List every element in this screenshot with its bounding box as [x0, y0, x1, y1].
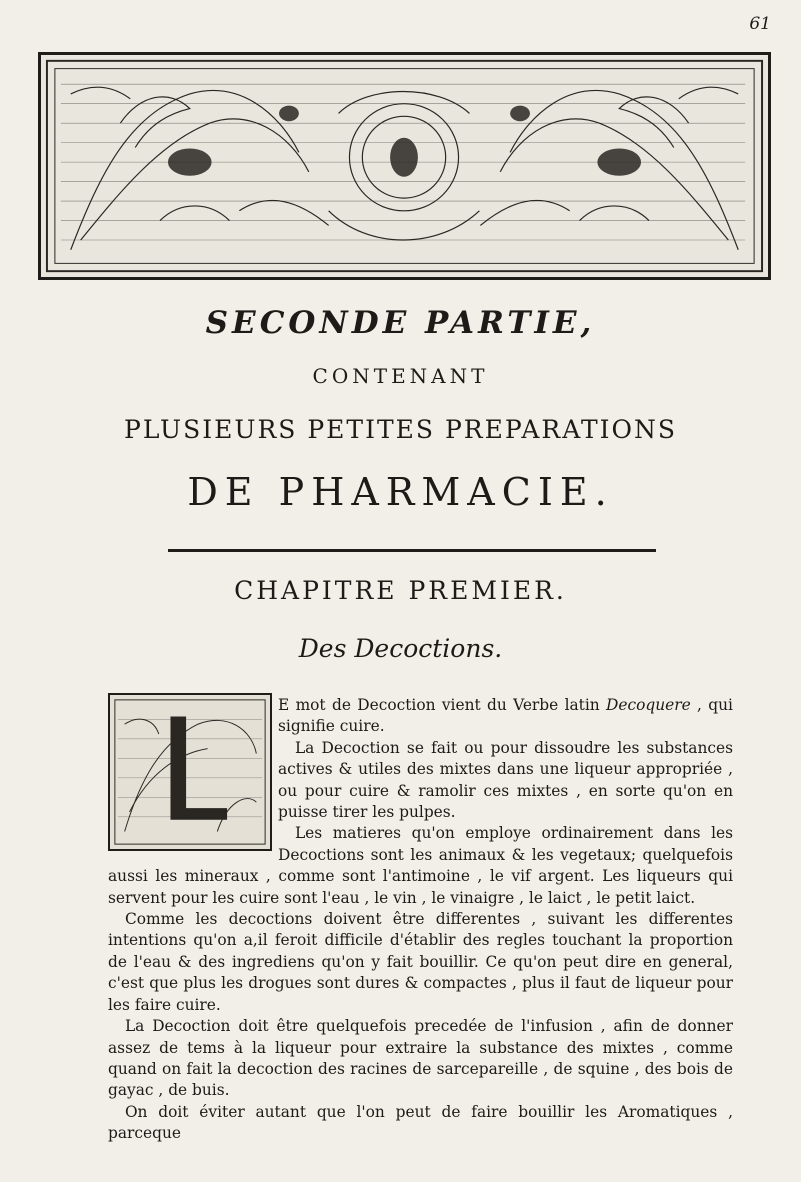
- paragraph-3: Les matieres qu'on employe ordinairement dans les Decoctions sont les animaux & les vegetaux; quelquefois aussi les mineraux , comme sont l'antimoine , le vif argent. Les liqueurs qui servent pour les cuire sont l'eau , le vin , le vinaigre , le laict , le petit laict.: [108, 824, 733, 907]
- part-title: SECONDE PARTIE,: [205, 305, 596, 341]
- paragraph-6: On doit éviter autant que l'on peut de faire bouillir les Aromatiques , parceque: [108, 1102, 733, 1143]
- headpiece-engraving-icon: [41, 55, 768, 277]
- paragraph-4: Comme les decoctions doivent être differentes , suivant les differentes intentions qu'on a,il feroit difficile d'établir des regles touchant la proportion de l'eau & des ingrediens qu'on y fait bouillir. Ce qu'on peut dire en general, c'est que plus les drogues sont dures & compactes , plus il faut de liqueur pour les faire cuire.: [108, 910, 733, 1014]
- ornamental-headpiece: [38, 52, 771, 280]
- paragraph-2: La Decoction se fait ou pour dissoudre les substances actives & utiles des mixtes dans une liqueur appropriée , ou pour cuire & ramolir ces mixtes , en sorte qu'on en puisse tirer les pulpes.: [278, 738, 733, 822]
- contenant-heading: CONTENANT: [312, 364, 489, 388]
- body-text: [108, 695, 733, 1145]
- latin-term: Decoquere: [606, 696, 691, 714]
- chapter-title: CHAPITRE PREMIER.: [234, 576, 567, 605]
- chapter-subtitle: Des Decoctions.: [298, 634, 503, 663]
- subtitle-line-2: DE PHARMACIE.: [187, 470, 614, 514]
- paragraph-1: E mot de Decoction vient du Verbe latin Decoquere , qui signifie cuire.: [278, 696, 733, 736]
- page-number: 61: [749, 14, 771, 34]
- divider-rule: [168, 549, 656, 552]
- subtitle-line-1: PLUSIEURS PETITES PREPARATIONS: [124, 415, 677, 444]
- paragraph-5: La Decoction doit être quelquefois precedée de l'infusion , afin de donner assez de tems à la liqueur pour extraire la substance des mixtes , comme quand on fait la decoction des racines de sarcepareille , de squine , des bois de gayac , de buis.: [108, 1017, 733, 1100]
